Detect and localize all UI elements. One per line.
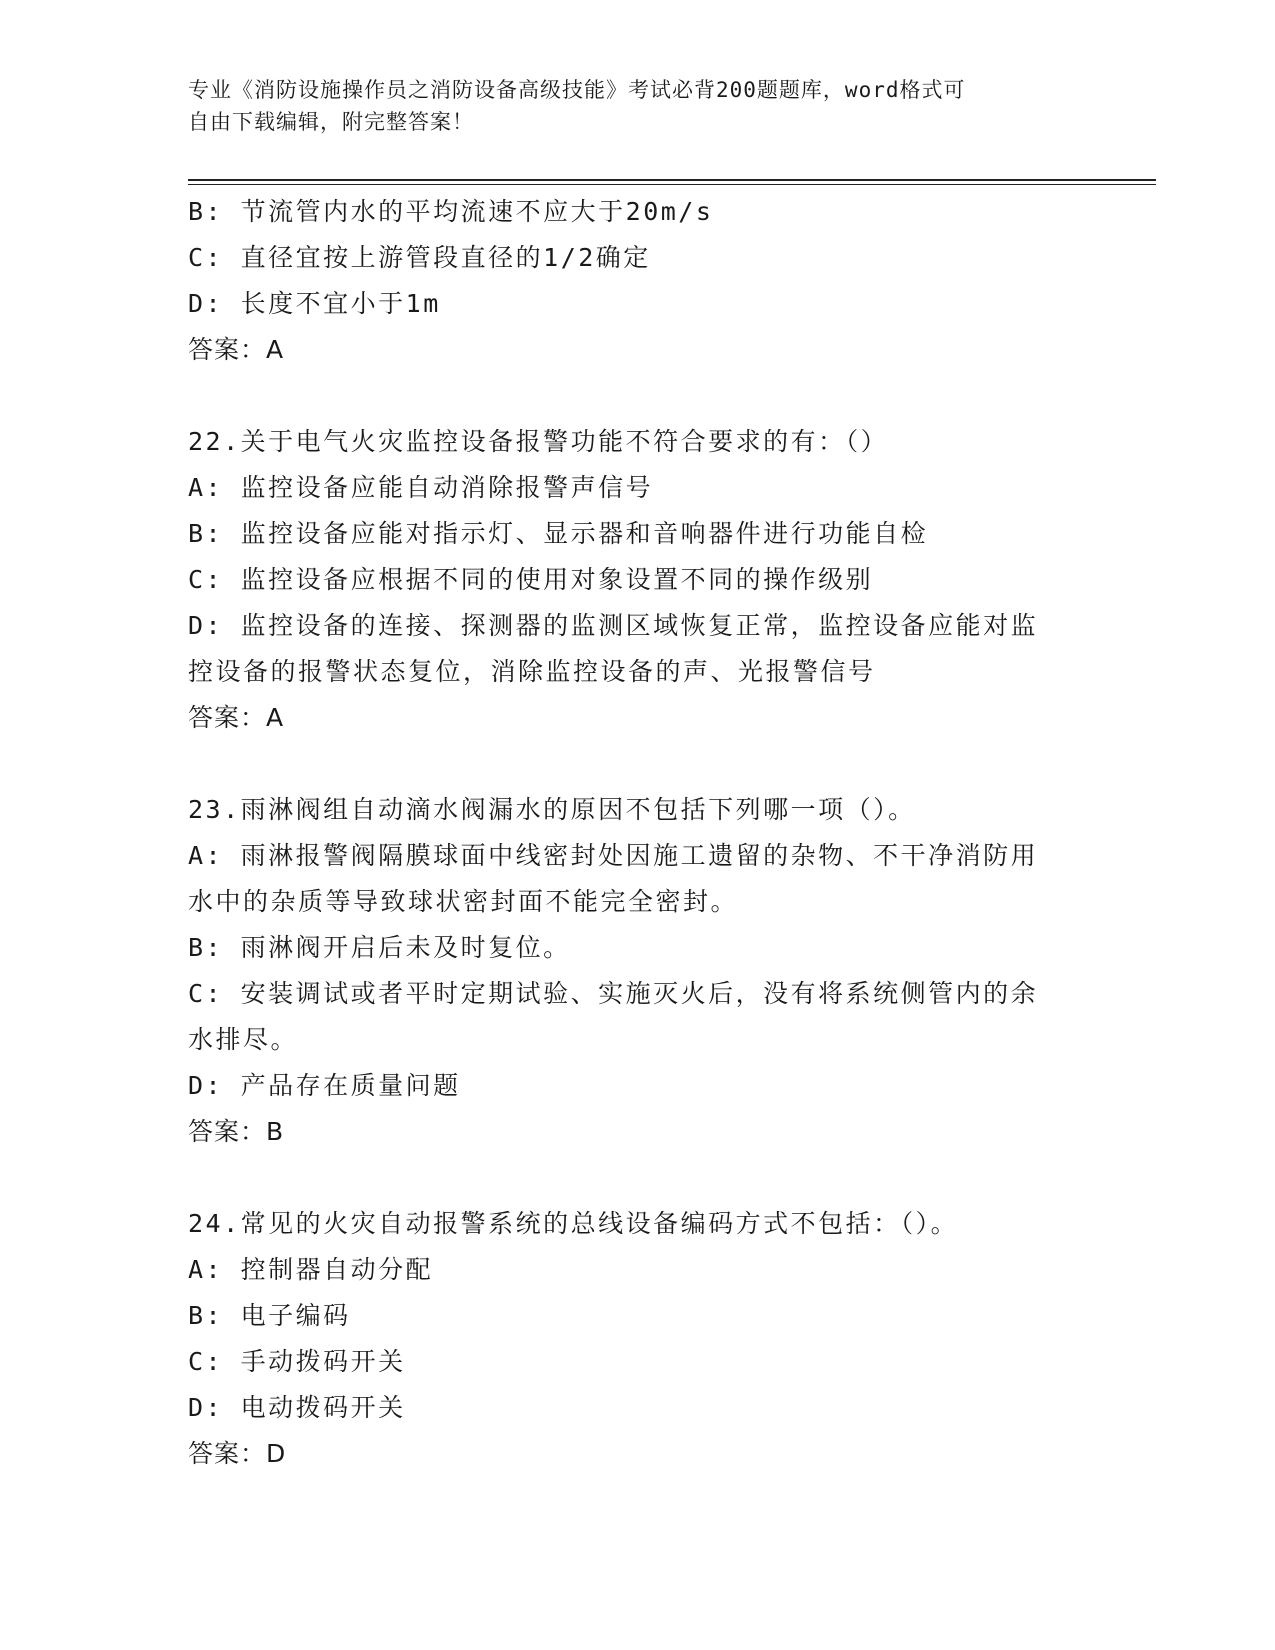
option-a: A: 控制器自动分配 [188, 1255, 434, 1284]
option-a-line-1: A: 雨淋报警阀隔膜球面中线密封处因施工遗留的杂物、不干净消防用 [188, 841, 1039, 870]
header-line-1: 专业《消防设施操作员之消防设备高级技能》考试必背200题题库，word格式可 [188, 78, 966, 102]
option-d: D: 长度不宜小于1m [188, 289, 441, 318]
option-a-line-2: 水中的杂质等导致球状密封面不能完全密封。 [188, 887, 739, 916]
option-c: C: 手动拨码开关 [188, 1347, 406, 1376]
option-d: D: 产品存在质量问题 [188, 1071, 461, 1100]
question-21 [188, 189, 1088, 373]
header-line-2: 自由下载编辑，附完整答案！ [188, 110, 474, 134]
answer: 答案：D [188, 1439, 287, 1468]
option-c-line-2: 水排尽。 [188, 1025, 299, 1054]
option-b: B: 电子编码 [188, 1301, 351, 1330]
option-d-line-1: D: 监控设备的连接、探测器的监测区域恢复正常，监控设备应能对监 [188, 611, 1039, 640]
option-c-line-1: C: 安装调试或者平时定期试验、实施灭火后，没有将系统侧管内的余 [188, 979, 1039, 1008]
answer: 答案：A [188, 335, 285, 364]
question-stem: 22.关于电气火灾监控设备报警功能不符合要求的有：（） [188, 427, 889, 456]
option-d-line-2: 控设备的报警状态复位，消除监控设备的声、光报警信号 [188, 657, 876, 686]
question-content [188, 189, 1088, 1477]
question-24 [188, 1201, 1088, 1477]
option-a: A: 监控设备应能自动消除报警声信号 [188, 473, 654, 502]
option-b: B: 节流管内水的平均流速不应大于20m/s [188, 197, 714, 226]
header-divider-thick [188, 179, 1156, 181]
document-header [188, 74, 1088, 138]
option-c: C: 直径宜按上游管段直径的1/2确定 [188, 243, 651, 272]
answer: 答案：A [188, 703, 285, 732]
option-b: B: 雨淋阀开启后未及时复位。 [188, 933, 571, 962]
question-23 [188, 787, 1088, 1155]
option-b: B: 监控设备应能对指示灯、显示器和音响器件进行功能自检 [188, 519, 929, 548]
answer: 答案：B [188, 1117, 285, 1146]
option-d: D: 电动拨码开关 [188, 1393, 406, 1422]
header-divider-thin [188, 184, 1156, 185]
question-stem: 23.雨淋阀组自动滴水阀漏水的原因不包括下列哪一项（）。 [188, 795, 916, 824]
option-c: C: 监控设备应根据不同的使用对象设置不同的操作级别 [188, 565, 874, 594]
question-stem: 24.常见的火灾自动报警系统的总线设备编码方式不包括：（）。 [188, 1209, 959, 1238]
question-22 [188, 419, 1088, 741]
